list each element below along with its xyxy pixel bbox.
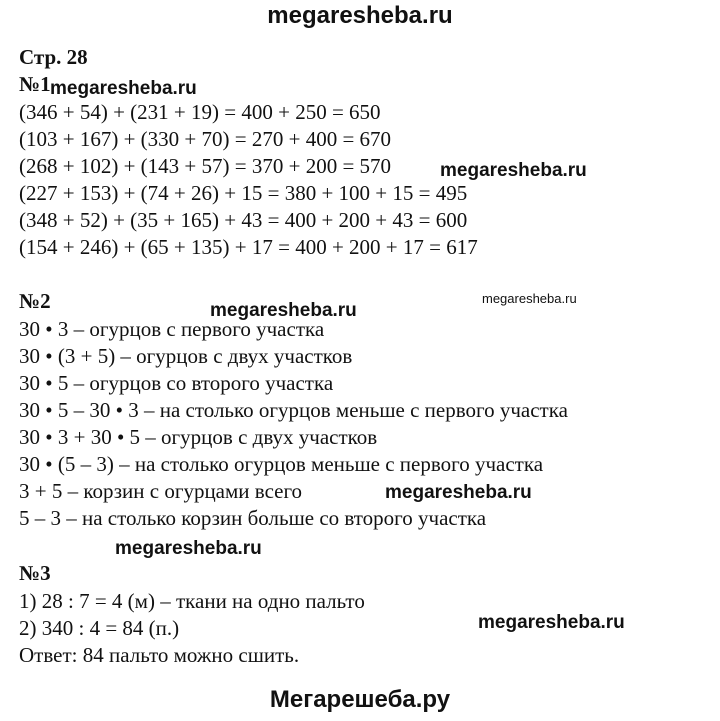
task2-label: №2 <box>19 289 51 313</box>
task1-line: (268 + 102) + (143 + 57) = 370 + 200 = 570 <box>19 154 392 178</box>
task1-line: (346 + 54) + (231 + 19) = 400 + 250 = 650 <box>19 100 381 124</box>
watermark: megaresheba.ru <box>210 300 357 321</box>
task1-line: (227 + 153) + (74 + 26) + 15 = 380 + 100 + 15 = 495 <box>19 181 468 205</box>
task3-line: 1) 28 : 7 = 4 (м) – ткани на одно пальто <box>19 589 365 613</box>
task2-line: 5 – 3 – на столько корзин больше со второго участка <box>19 506 487 530</box>
watermark: megaresheba.ru <box>478 612 625 633</box>
task1-line: (154 + 246) + (65 + 135) + 17 = 400 + 200 + 17 = 617 <box>19 235 478 259</box>
task1-line: (348 + 52) + (35 + 165) + 43 = 400 + 200 + 43 = 600 <box>19 208 468 232</box>
task2-line: 30 • 5 – огурцов со второго участка <box>19 371 334 395</box>
task2-line: 3 + 5 – корзин с огурцами всего <box>19 479 303 503</box>
task1-label: №1 <box>19 72 51 96</box>
page-label: Стр. 28 <box>19 45 88 69</box>
watermark: megaresheba.ru <box>115 538 262 559</box>
task3-answer: Ответ: 84 пальто можно сшить. <box>19 643 300 667</box>
footer-site-watermark: Мегарешеба.ру <box>269 686 451 713</box>
task3-line: 2) 340 : 4 = 84 (п.) <box>19 616 180 640</box>
watermark: megaresheba.ru <box>440 160 587 181</box>
task2-line: 30 • 3 + 30 • 5 – огурцов с двух участков <box>19 425 378 449</box>
watermark: megaresheba.ru <box>482 291 577 306</box>
task1-line: (103 + 167) + (330 + 70) = 270 + 400 = 670 <box>19 127 392 151</box>
task2-line: 30 • 5 – 30 • 3 – на столько огурцов меньше с первого участка <box>19 398 568 422</box>
watermark: megaresheba.ru <box>385 482 532 503</box>
header-site-watermark: megaresheba.ru <box>267 2 453 29</box>
task2-line: 30 • 3 – огурцов с первого участка <box>19 317 325 341</box>
watermark: megaresheba.ru <box>50 78 197 99</box>
task2-line: 30 • (5 – 3) – на столько огурцов меньше с первого участка <box>19 452 544 476</box>
task3-label: №3 <box>19 561 51 585</box>
task2-line: 30 • (3 + 5) – огурцов с двух участков <box>19 344 353 368</box>
